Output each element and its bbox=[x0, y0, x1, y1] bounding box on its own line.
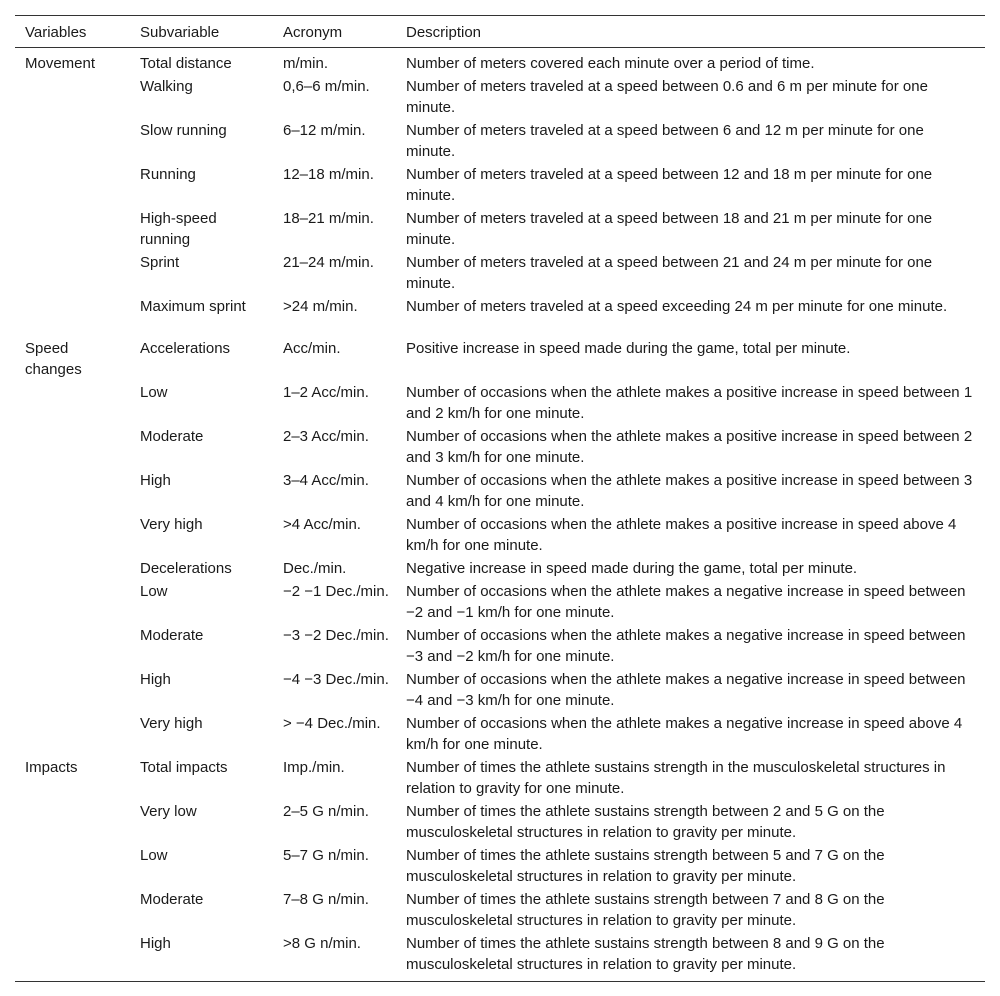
table-row bbox=[15, 800, 985, 844]
cell-description: Number of times the athlete sustains strength between 7 and 8 G on the musculoskeletal structures in relation to gravity per minute. bbox=[406, 891, 885, 929]
table-row bbox=[15, 48, 985, 76]
cell-acronym: 3–4 Acc/min. bbox=[283, 472, 369, 489]
cell-description: Number of times the athlete sustains strength between 8 and 9 G on the musculoskeletal structures in relation to gravity per minute. bbox=[396, 932, 985, 982]
cell-description: Number of occasions when the athlete makes a negative increase in speed above 4 km/h for one minute. bbox=[406, 715, 963, 753]
cell-variable: Impacts bbox=[25, 759, 78, 776]
cell-subvariable: Sprint bbox=[140, 254, 180, 271]
cell-variable bbox=[15, 800, 130, 844]
cell-variable bbox=[15, 75, 130, 119]
cell-subvariable: Low bbox=[140, 384, 168, 401]
cell-acronym: >24 m/min. bbox=[283, 298, 358, 315]
cell-variable bbox=[15, 425, 130, 469]
variables-table bbox=[15, 15, 985, 982]
cell-description: Number of occasions when the athlete makes a negative increase in speed between −3 and −2 km/h for one minute. bbox=[406, 627, 966, 665]
cell-variable bbox=[15, 844, 130, 888]
table-row bbox=[15, 668, 985, 712]
cell-description: Number of occasions when the athlete makes a positive increase in speed between 2 and 3 km/h for one minute. bbox=[406, 428, 973, 466]
cell-subvariable: Running bbox=[140, 166, 196, 183]
cell-description: Number of meters covered each minute over a period of time. bbox=[406, 55, 815, 72]
cell-description: Number of meters traveled at a speed exceeding 24 m per minute for one minute. bbox=[406, 298, 948, 315]
cell-acronym: Imp./min. bbox=[283, 759, 345, 776]
cell-variable bbox=[15, 668, 130, 712]
table-row bbox=[15, 712, 985, 756]
table-row bbox=[15, 932, 985, 982]
cell-acronym: Acc/min. bbox=[283, 340, 341, 357]
table-row bbox=[15, 844, 985, 888]
cell-subvariable: Total distance bbox=[140, 55, 232, 72]
cell-variable bbox=[15, 513, 130, 557]
cell-description: Number of occasions when the athlete makes a negative increase in speed between −4 and −3 km/h for one minute. bbox=[406, 671, 966, 709]
cell-description: Number of times the athlete sustains strength in the musculoskeletal structures in relation to gravity for one minute. bbox=[406, 759, 946, 797]
cell-variable bbox=[15, 251, 130, 295]
cell-acronym: −2 −1 Dec./min. bbox=[283, 583, 389, 600]
cell-variable bbox=[15, 624, 130, 668]
header-row bbox=[15, 16, 985, 48]
cell-description: Number of meters traveled at a speed between 18 and 21 m per minute for one minute. bbox=[406, 210, 933, 248]
cell-variable bbox=[15, 207, 130, 251]
table-row bbox=[15, 756, 985, 800]
cell-subvariable: Maximum sprint bbox=[140, 298, 246, 315]
cell-variable: Speed changes bbox=[25, 340, 82, 378]
cell-acronym: 1–2 Acc/min. bbox=[283, 384, 369, 401]
cell-subvariable: Walking bbox=[140, 78, 193, 95]
cell-acronym: 7–8 G n/min. bbox=[283, 891, 369, 908]
cell-variable bbox=[15, 712, 130, 756]
cell-subvariable: Moderate bbox=[140, 891, 204, 908]
cell-acronym: > −4 Dec./min. bbox=[283, 715, 381, 732]
cell-subvariable: Low bbox=[140, 583, 168, 600]
table-row bbox=[15, 425, 985, 469]
table-row bbox=[15, 888, 985, 932]
cell-acronym: 5–7 G n/min. bbox=[283, 847, 369, 864]
cell-description: Number of times the athlete sustains strength between 5 and 7 G on the musculoskeletal structures in relation to gravity per minute. bbox=[406, 847, 885, 885]
cell-acronym: −3 −2 Dec./min. bbox=[283, 627, 389, 644]
cell-description: Positive increase in speed made during the game, total per minute. bbox=[406, 340, 851, 357]
cell-acronym: Dec./min. bbox=[283, 560, 347, 577]
cell-subvariable: High bbox=[130, 932, 273, 982]
cell-description: Number of occasions when the athlete makes a positive increase in speed above 4 km/h for one minute. bbox=[406, 516, 957, 554]
cell-acronym: 0,6–6 m/min. bbox=[283, 78, 370, 95]
cell-description: Number of times the athlete sustains strength between 2 and 5 G on the musculoskeletal structures in relation to gravity per minute. bbox=[406, 803, 885, 841]
variables-table-container bbox=[15, 15, 985, 982]
table-row bbox=[15, 251, 985, 295]
cell-variable bbox=[15, 469, 130, 513]
cell-subvariable: Slow running bbox=[140, 122, 227, 139]
table-row bbox=[15, 513, 985, 557]
table-row bbox=[15, 580, 985, 624]
cell-subvariable: High-speed running bbox=[140, 210, 217, 248]
cell-variable bbox=[15, 163, 130, 207]
cell-subvariable: Very high bbox=[140, 516, 203, 533]
cell-acronym: 6–12 m/min. bbox=[283, 122, 366, 139]
cell-subvariable: Accelerations bbox=[140, 340, 231, 357]
cell-description: Number of occasions when the athlete makes a negative increase in speed between −2 and −1 km/h for one minute. bbox=[406, 583, 966, 621]
cell-description: Number of occasions when the athlete makes a positive increase in speed between 1 and 2 km/h for one minute. bbox=[406, 384, 973, 422]
table-row bbox=[15, 163, 985, 207]
table-row bbox=[15, 469, 985, 513]
table-row bbox=[15, 381, 985, 425]
table-header bbox=[15, 16, 985, 48]
cell-acronym: >4 Acc/min. bbox=[283, 516, 361, 533]
cell-subvariable: Very high bbox=[140, 715, 203, 732]
cell-description: Number of meters traveled at a speed between 0.6 and 6 m per minute for one minute. bbox=[406, 78, 928, 116]
cell-subvariable: High bbox=[140, 671, 171, 688]
table-row bbox=[15, 337, 985, 381]
cell-subvariable: Very low bbox=[140, 803, 197, 820]
cell-variable bbox=[15, 932, 130, 982]
cell-description: Number of occasions when the athlete makes a positive increase in speed between 3 and 4 km/h for one minute. bbox=[406, 472, 973, 510]
cell-subvariable: Moderate bbox=[140, 428, 204, 445]
header-subvariable: Subvariable bbox=[130, 16, 273, 48]
table-row bbox=[15, 75, 985, 119]
cell-description: Number of meters traveled at a speed between 6 and 12 m per minute for one minute. bbox=[406, 122, 924, 160]
cell-acronym: −4 −3 Dec./min. bbox=[283, 671, 389, 688]
cell-variable: Movement bbox=[25, 55, 96, 72]
header-variables: Variables bbox=[15, 16, 130, 48]
table-row bbox=[15, 624, 985, 668]
cell-variable bbox=[15, 557, 130, 580]
cell-acronym: >8 G n/min. bbox=[273, 932, 396, 982]
cell-variable bbox=[15, 119, 130, 163]
cell-subvariable: Low bbox=[140, 847, 168, 864]
cell-acronym: 2–5 G n/min. bbox=[283, 803, 369, 820]
cell-description: Number of meters traveled at a speed between 21 and 24 m per minute for one minute. bbox=[406, 254, 933, 292]
cell-variable bbox=[15, 580, 130, 624]
cell-description: Number of meters traveled at a speed between 12 and 18 m per minute for one minute. bbox=[406, 166, 933, 204]
header-description: Description bbox=[396, 16, 985, 48]
table-row bbox=[15, 557, 985, 580]
cell-variable bbox=[15, 295, 130, 337]
cell-acronym: 12–18 m/min. bbox=[283, 166, 374, 183]
cell-variable bbox=[15, 381, 130, 425]
cell-description: Negative increase in speed made during the game, total per minute. bbox=[406, 560, 858, 577]
cell-acronym: 18–21 m/min. bbox=[283, 210, 374, 227]
cell-subvariable: Total impacts bbox=[140, 759, 228, 776]
table-row bbox=[15, 119, 985, 163]
cell-variable bbox=[15, 888, 130, 932]
header-acronym: Acronym bbox=[273, 16, 396, 48]
cell-acronym: m/min. bbox=[283, 55, 328, 72]
cell-subvariable: Moderate bbox=[140, 627, 204, 644]
cell-acronym: 2–3 Acc/min. bbox=[283, 428, 369, 445]
cell-subvariable: Decelerations bbox=[140, 560, 232, 577]
table-body bbox=[15, 48, 985, 982]
table-row bbox=[15, 295, 985, 337]
table-row bbox=[15, 207, 985, 251]
cell-subvariable: High bbox=[140, 472, 171, 489]
cell-acronym: 21–24 m/min. bbox=[283, 254, 374, 271]
